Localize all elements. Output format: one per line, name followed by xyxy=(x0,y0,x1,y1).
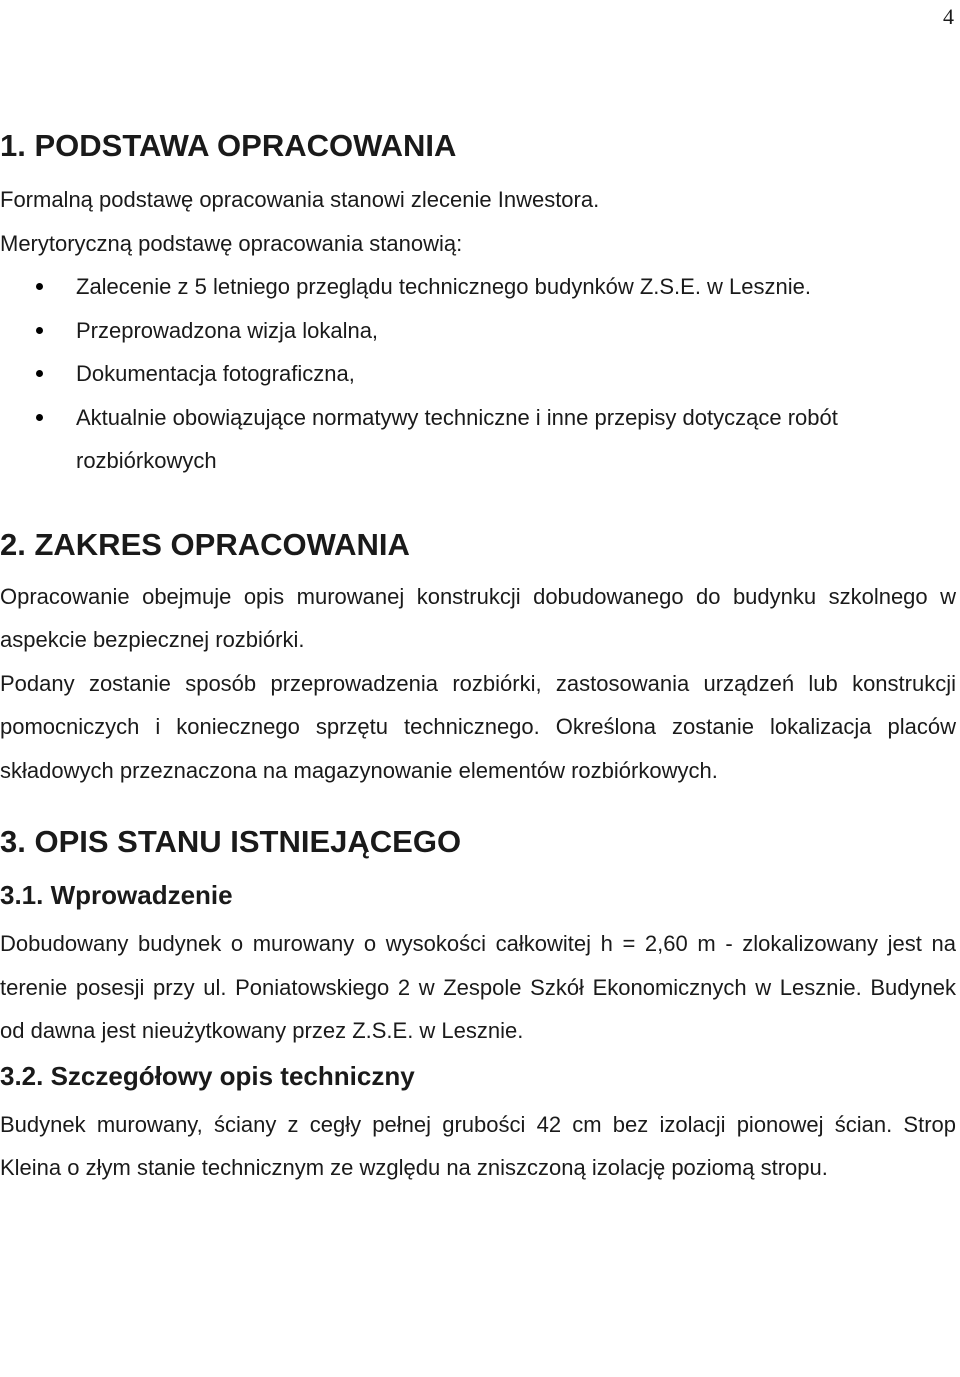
basis-list-item: Aktualnie obowiązujące normatywy techniczne i inne przepisy dotyczące robót rozbiórkowych xyxy=(0,396,956,483)
page-number: 4 xyxy=(943,4,954,29)
basis-list xyxy=(0,265,956,483)
section-2-paragraph-scope: Opracowanie obejmuje opis murowanej konstrukcji dobudowanego do budynku szkolnego w aspekcie bezpiecznej rozbiórki. xyxy=(0,583,956,652)
basis-list-item: Zalecenie z 5 letniego przeglądu technicznego budynków Z.S.E. w Lesznie. xyxy=(0,265,956,309)
section-2-paragraph-method: Podany zostanie sposób przeprowadzenia rozbiórki, zastosowania urządzeń lub konstrukcji pomocniczych i koniecznego sprzętu technicznego. Określona zostanie lokalizacja placów składowych przeznaczona na magazynowanie elementów rozbiórkowych. xyxy=(0,670,956,783)
section-2-heading: 2. ZAKRES OPRACOWANIA xyxy=(0,526,410,562)
section-3-2-heading: 3.2. Szczegółowy opis techniczny xyxy=(0,1060,415,1091)
document-body xyxy=(0,124,956,1190)
basis-list-item: Dokumentacja fotograficzna, xyxy=(0,352,956,396)
section-1-heading: 1. PODSTAWA OPRACOWANIA xyxy=(0,128,457,163)
section-1-paragraph-formal: Formalną podstawę opracowania stanowi zlecenie Inwestora. xyxy=(0,187,600,212)
section-3-1-paragraph: Dobudowany budynek o murowany o wysokości całkowitej h = 2,60 m - zlokalizowany jest na terenie posesji przy ul. Poniatowskiego 2 w Zespole Szkół Ekonomicznych w Lesznie. Budynek od dawna jest nieużytkowany przez Z.S.E. w Lesznie. xyxy=(0,931,956,1043)
section-3-1-heading: 3.1. Wprowadzenie xyxy=(0,880,233,910)
section-3-2-paragraph: Budynek murowany, ściany z cegły pełnej grubości 42 cm bez izolacji pionowej ścian. Strop Kleina o złym stanie technicznym ze względu na zniszczoną izolację poziomą stropu. xyxy=(0,1111,956,1180)
section-3-heading: 3. OPIS STANU ISTNIEJĄCEGO xyxy=(0,824,462,859)
section-1-paragraph-substantive: Merytoryczną podstawę opracowania stanowią: xyxy=(0,230,463,256)
basis-list-item: Przeprowadzona wizja lokalna, xyxy=(0,309,956,353)
